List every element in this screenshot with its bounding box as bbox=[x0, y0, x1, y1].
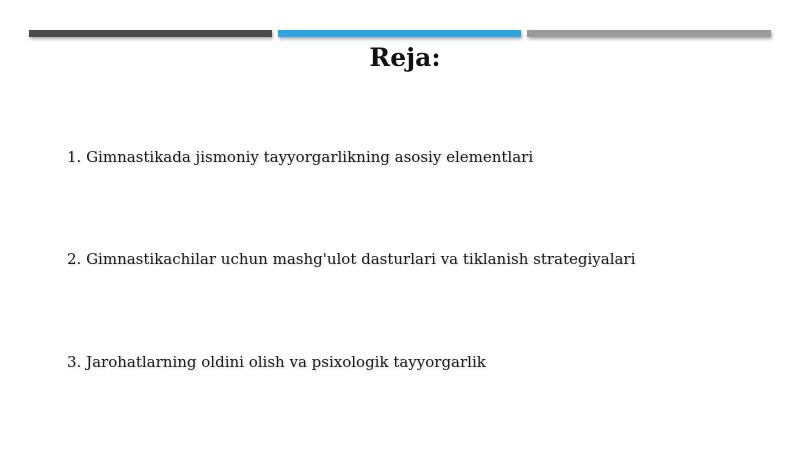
plan-item-3: 3. Jarohatlarning oldini olish va psixologik tayyorgarlik bbox=[67, 353, 486, 371]
slide-title: Reja: bbox=[369, 43, 441, 72]
plan-item-1: 1. Gimnastikada jismoniy tayyorgarlikning asosiy elementlari bbox=[67, 148, 534, 166]
decor-bar-dark bbox=[29, 30, 272, 37]
plan-item-2: 2. Gimnastikachilar uchun mashg'ulot dasturlari va tiklanish strategiyalari bbox=[67, 250, 636, 268]
decor-bar-gray bbox=[527, 30, 771, 37]
decor-bar-blue bbox=[278, 30, 521, 37]
